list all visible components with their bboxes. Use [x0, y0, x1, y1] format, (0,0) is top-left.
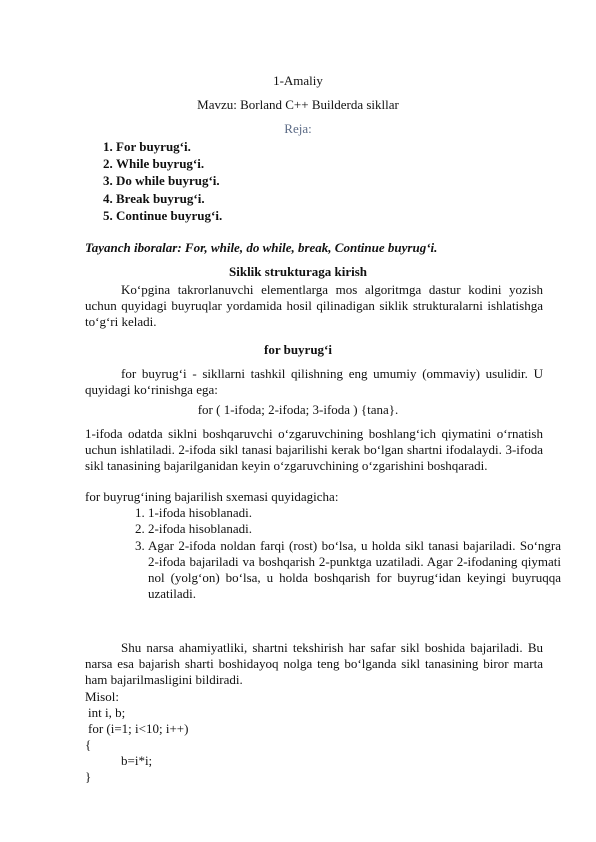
code-line: for (i=1; i<10; i++) — [88, 721, 189, 736]
for-heading: for buyrug‘i — [263, 342, 332, 357]
scheme-step: 3. Agar 2-ifoda noldan farqi (rost) bo‘lsa, u holda sikl tanasi bajariladi. So‘ngra 2-ifoda bajariladi va boshqarish 2-punktga uzatiladi. Agar 2-ifodaning qiymati nol (yolg‘on) bo‘lsa, u holda boshqarish for buyrug‘idan keyingi buyruqqa uzatiladi. — [148, 538, 561, 603]
condition-paragraph: Shu narsa ahamiyatliki, shartni tekshirish har safar sikl boshida bajariladi. Bu narsa esa bajarish sharti boshidayoq nolga teng bo‘lganda sikl tanasining biror marta ham bajarilmasligini bildiradi. — [85, 640, 543, 688]
code-line: int i, b; — [88, 705, 126, 720]
for-paragraph: for buyrug‘i - sikllarni tashkil qilishning eng umumiy (ommaviy) usulidir. U quyidagi ko‘rinishga ega: — [85, 366, 543, 398]
plan-list — [94, 138, 222, 224]
scheme-steps-list — [130, 505, 561, 603]
section-heading: Siklik strukturaga kirish — [229, 264, 367, 279]
scheme-heading: for buyrug‘ining bajarilish sxemasi quyidagicha: — [85, 489, 339, 504]
code-line: { — [85, 737, 92, 752]
plan-item: 3. Do while buyrug‘i. — [116, 172, 222, 189]
code-line: b=i*i; — [121, 753, 153, 768]
example-label: Misol: — [85, 689, 119, 704]
keywords-line: Tayanch iboralar: For, while, do while, break, Continue buyrug‘i. — [85, 240, 438, 255]
topic-line: Mavzu: Borland C++ Builderda sikllar — [197, 97, 399, 112]
code-line: } — [85, 769, 92, 784]
ifoda-paragraph: 1-ifoda odatda siklni boshqaruvchi o‘zgaruvchining boshlang‘ich qiymatini o‘rnatish uchun ishlatiladi. 2-ifoda sikl tanasi bajarilishi kerak bo‘lgan shartni ifodalaydi. 3-ifoda sikl tanasining bajarilganidan keyin o‘zgaruvchining o‘zgarishini boshqaradi. — [85, 426, 543, 474]
page-title: 1-Amaliy — [273, 73, 323, 88]
for-syntax: for ( 1-ifoda; 2-ifoda; 3-ifoda ) {tana}. — [197, 402, 399, 417]
plan-item: 5. Continue buyrug‘i. — [116, 207, 222, 224]
plan-item: 2. While buyrug‘i. — [116, 155, 222, 172]
scheme-step: 1. 1-ifoda hisoblanadi. — [148, 505, 561, 521]
plan-item: 4. Break buyrug‘i. — [116, 190, 222, 207]
plan-item: 1. For buyrug‘i. — [116, 138, 222, 155]
intro-paragraph: Ko‘pgina takrorlanuvchi elementlarga mos algoritmga dastur kodini yozish uchun quyidagi buyruqlar yordamida hosil qilinadigan siklik strukturalarni ishlatishga to‘g‘ri keladi. — [85, 282, 543, 330]
scheme-step: 2. 2-ifoda hisoblanadi. — [148, 521, 561, 537]
plan-label: Reja: — [284, 121, 312, 136]
